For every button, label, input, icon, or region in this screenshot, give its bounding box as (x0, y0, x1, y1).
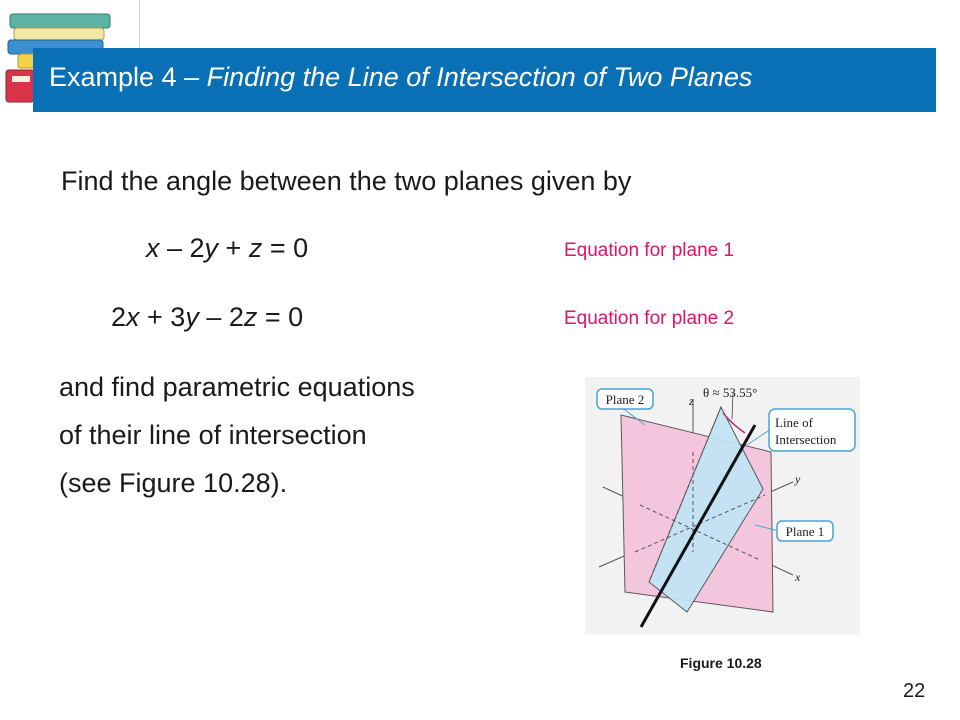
equation-plane-2: 2x + 3y – 2z = 0 (111, 302, 304, 332)
x-axis-label: x (795, 570, 801, 584)
plane-2-label: Plane 2 (605, 392, 645, 407)
figure-caption: Figure 10.28 (680, 655, 762, 671)
outro-line-3: (see Figure 10.28). (59, 468, 288, 498)
plane-1-label: Plane 1 (785, 524, 825, 539)
y-axis-label: y (795, 472, 801, 486)
angle-label: θ ≈ 53.55° (703, 385, 758, 400)
outro-line-2: of their line of intersection (59, 420, 367, 450)
figure-planes (585, 377, 860, 635)
outro-line-1: and find parametric equations (59, 372, 415, 402)
equation-plane-1: x – 2y + z = 0 (146, 233, 309, 263)
line-of-intersection-label-2: Intersection (775, 432, 837, 447)
line-of-intersection-label-1: Line of (775, 415, 813, 430)
title-bar (33, 48, 936, 112)
header-divider (139, 0, 140, 48)
equation-note-2: Equation for plane 2 (564, 308, 735, 329)
page-number: 22 (903, 680, 926, 702)
slide-title: Example 4 – Finding the Line of Intersection of Two Planes (49, 62, 753, 92)
equation-note-1: Equation for plane 1 (564, 240, 735, 261)
intro-text: Find the angle between the two planes given by (61, 166, 632, 196)
z-axis-label: z (689, 394, 694, 408)
